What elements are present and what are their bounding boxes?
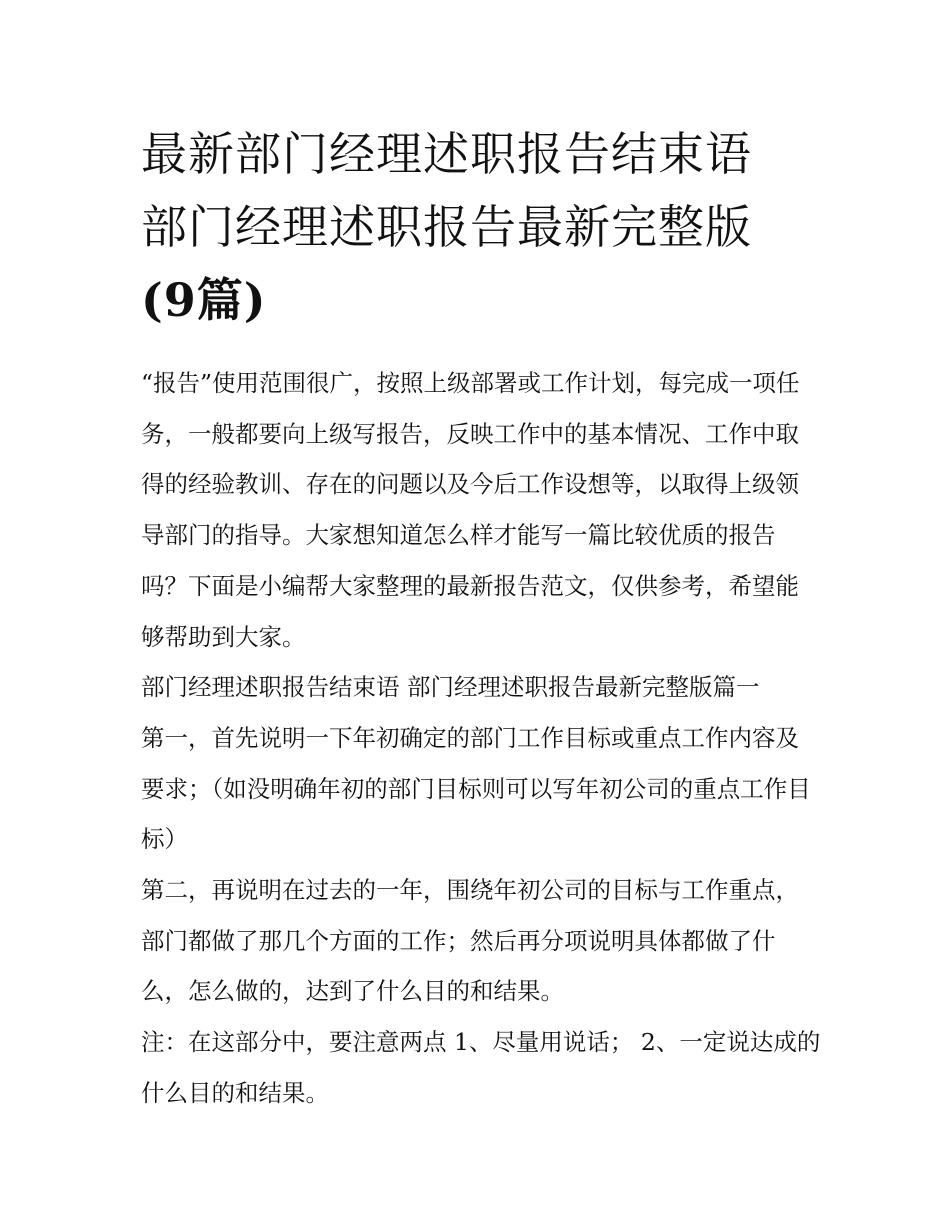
document-content [141,118,821,1119]
paragraph-second-point: 第二，再说明在过去的一年，围绕年初公司的目标与工作重点，部门都做了那几个方面的工作；然后再分项说明具体都做了什么，怎么做的，达到了什么目的和结果。 [141,876,799,1006]
title-line-1: 最新部门经理述职报告结束语 [141,127,752,181]
intro-paragraph: “报告”使用范围很广，按照上级部署或工作计划，每完成一项任务，一般都要向上级写报告，反映工作中的基本情况、工作中取得的经验教训、存在的问题以及今后工作设想等，以取得上级领导部门的指导。大家想知道怎么样才能写一篇比较优质的报告吗？下面是小编帮大家整理的最新报告范文，仅供参考，希望能够帮助到大家。 [141,369,800,651]
section-heading: 部门经理述职报告结束语 部门经理述职报告最新完整版篇一 [141,673,760,702]
document-body [141,358,821,1119]
title-line-2: 部门经理述职报告最新完整版 [141,200,752,254]
title-line-3: (9篇) [141,273,267,327]
paragraph-note: 注：在这部分中，要注意两点 1、尽量用说话； 2、一定说达成的什么目的和结果。 [141,1028,821,1107]
document-title [141,118,821,337]
paragraph-first-point: 第一，首先说明一下年初确定的部门工作目标或重点工作内容及要求；（如没明确年初的部门目标则可以写年初公司的重点工作目标） [141,723,811,854]
